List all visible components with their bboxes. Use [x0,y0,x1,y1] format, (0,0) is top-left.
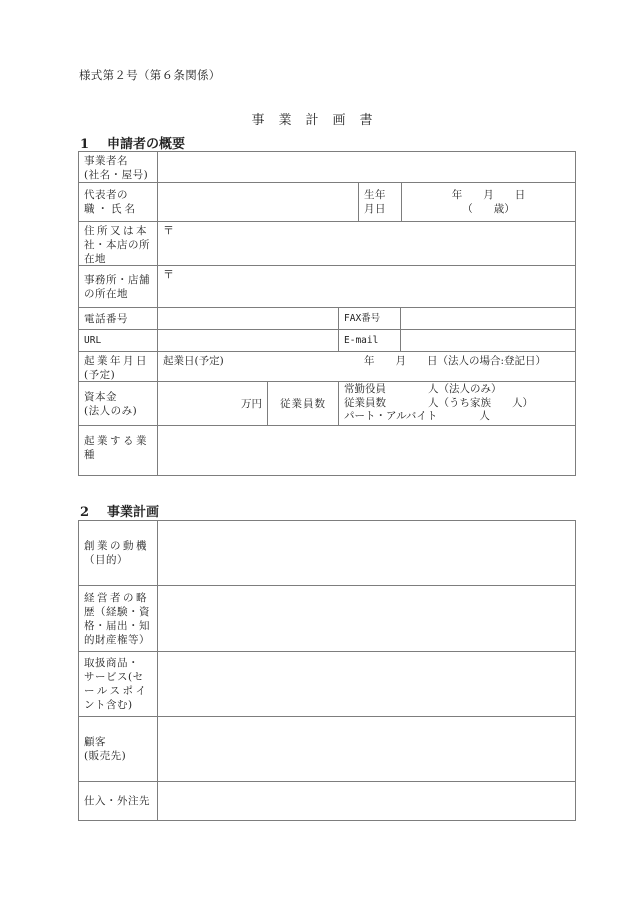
capital-unit: 万円 [241,397,262,410]
officers-count-line: 常勤役員 人（法人のみ） [344,383,502,395]
employees-label: 従業員数 [267,381,339,426]
suppliers-label [78,781,158,821]
label-line: (法人のみ) [84,404,138,417]
label-line: の所在地 [84,287,128,300]
label-line: 事業者名 [84,155,128,167]
customers-field[interactable] [157,716,576,782]
label-line: ールスポイ [84,685,149,697]
founding-date-label [78,351,158,382]
office-field[interactable] [157,265,576,308]
representative-label [78,182,158,222]
label-line: 起業年月日 [84,355,149,367]
employees-field[interactable] [338,381,576,426]
label-line: (販売先) [84,750,127,762]
staff-count-line: 従業員数 人（うち家族 人） [344,396,533,409]
founding-date-field[interactable] [157,351,576,382]
birthdate-field[interactable] [401,182,576,222]
label-line: 代表者の [84,189,128,201]
label-line: (社名・屋号) [84,169,149,181]
label-line: （目的） [84,554,128,566]
suppliers-field[interactable] [157,781,576,821]
section-title: 事業計画 [107,505,160,520]
form-number: 様式第２号（第６条関係） [79,68,221,82]
address-label [78,221,158,266]
email-label: E-mail [338,329,401,352]
label-line: 仕入・外注先 [84,795,150,807]
customers-label [78,716,158,782]
section-number: 2 [80,505,90,520]
label-line: 経営者の略 [84,591,149,604]
capital-label [78,381,158,426]
section-title: 申請者の概要 [107,137,186,152]
business-name-field[interactable] [157,151,576,183]
url-label: URL [78,329,158,352]
label-line: 顧客 [84,736,106,748]
phone-label: 電話番号 [78,307,158,330]
industry-field[interactable] [157,425,576,476]
birthdate-label [358,182,402,222]
label-line: 事務所・店舗 [84,273,150,286]
manager-history-label [78,585,158,652]
label-line: 資本金 [84,390,117,403]
label-line: 起業する業 [84,435,149,447]
industry-label [78,425,158,476]
label-line: 住所又は本 [84,225,149,237]
fax-label: FAX番号 [338,307,401,330]
label-line: 生年 [364,189,386,201]
label-line: 在地 [84,253,106,265]
birthdate-template: 年 月 日 [451,189,526,201]
label-line: 格・届出・知 [84,619,150,632]
products-services-label [78,651,158,717]
capital-field[interactable] [157,381,268,426]
founding-date-template: 年 月 日（法人の場合:登記日） [364,355,547,367]
label-line: 種 [84,449,95,461]
document-title: 事業計画書 [251,113,387,128]
office-label [78,265,158,308]
founding-date-prefix: 起業日(予定) [163,355,224,367]
section-1-heading [80,133,185,152]
label-line: 的財産権等） [84,633,150,646]
business-name-label [78,151,158,183]
section-2-heading [80,501,159,520]
label-line: サービス(セ [84,671,144,683]
fax-field[interactable] [400,307,576,330]
age-template: （ 歳） [462,203,515,215]
representative-field[interactable] [157,182,359,222]
postal-mark-icon: 〒 [163,224,174,237]
email-field[interactable] [400,329,576,352]
motivation-field[interactable] [157,520,576,586]
label-line: 取扱商品・ [84,657,139,669]
manager-history-field[interactable] [157,585,576,652]
products-services-field[interactable] [157,651,576,717]
label-line: 歴（経験・資 [84,605,150,618]
label-line: (予定) [84,369,116,381]
label-line: 職・氏名 [84,203,138,215]
part-time-count-line: パート・アルバイト 人 [344,410,490,422]
label-line: 社・本店の所 [84,239,150,251]
postal-mark-icon: 〒 [163,268,174,281]
url-field[interactable] [157,329,339,352]
label-line: 月日 [364,203,386,215]
address-field[interactable] [157,221,576,266]
phone-field[interactable] [157,307,339,330]
motivation-label [78,520,158,586]
section-number: 1 [80,137,90,152]
label-line: 創業の動機 [84,540,149,552]
label-line: ント含む) [84,699,133,711]
